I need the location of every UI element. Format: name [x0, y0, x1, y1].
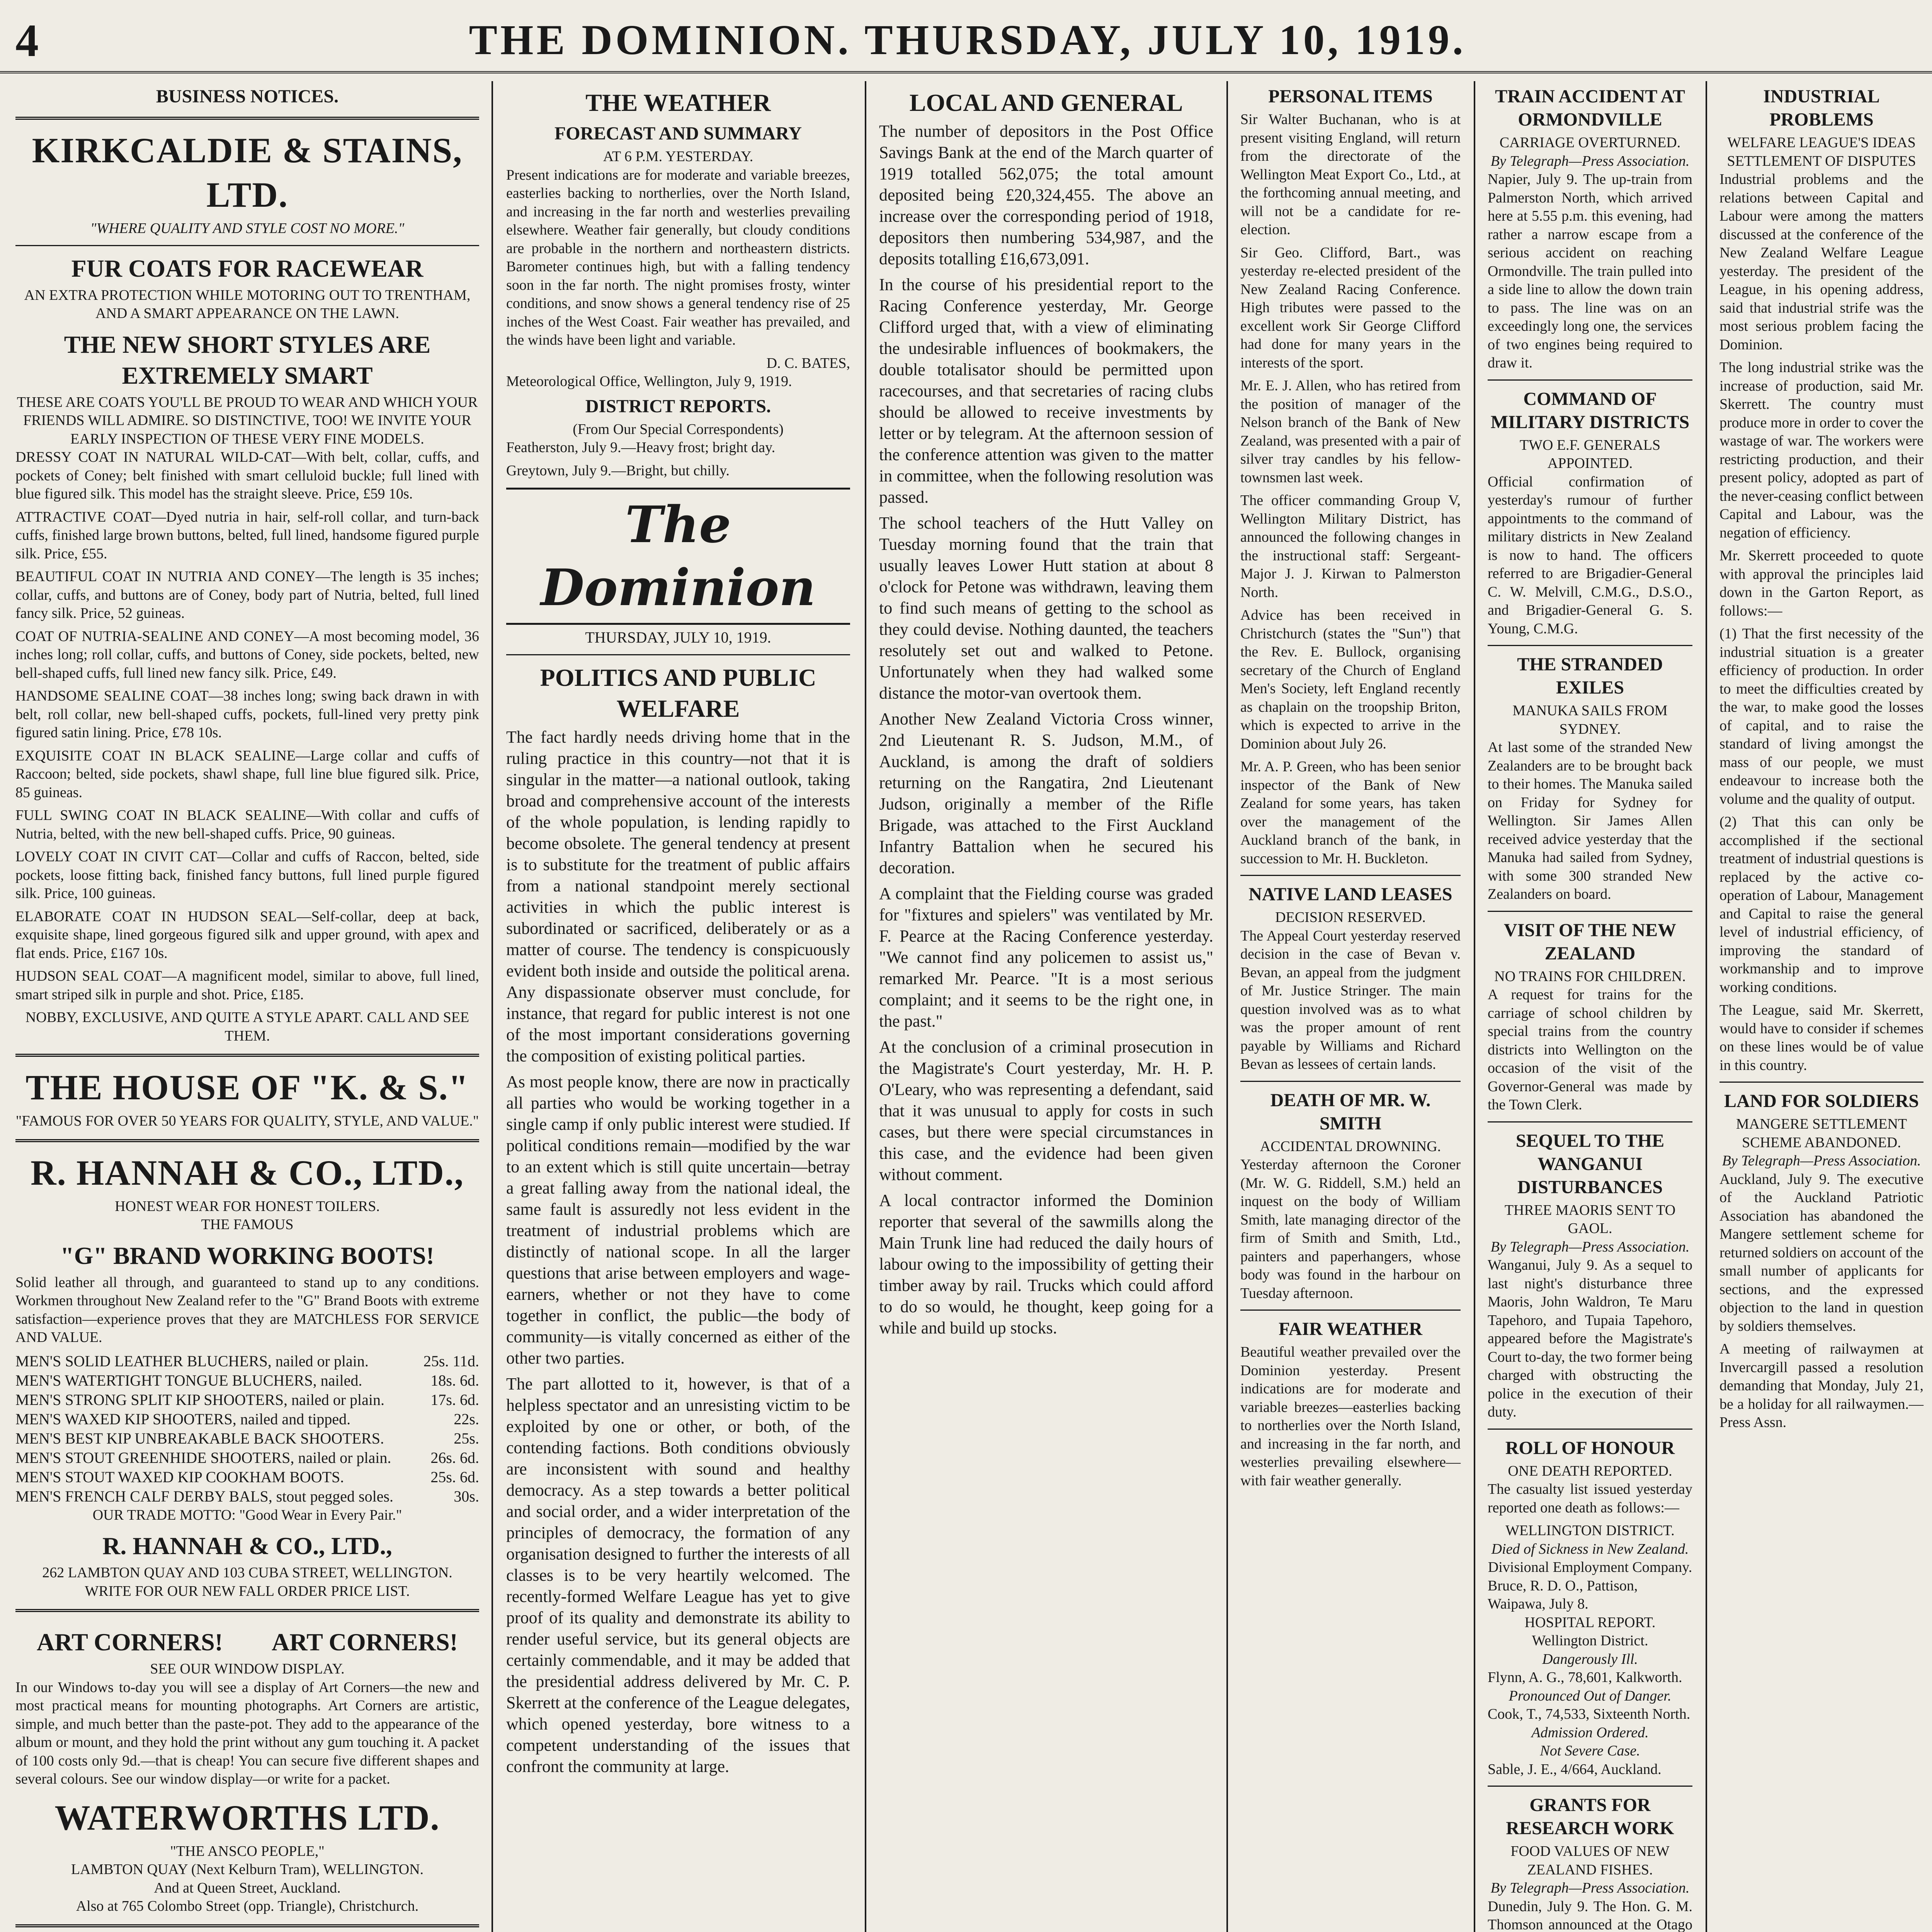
roll-line: Pronounced Out of Danger.	[1509, 1687, 1672, 1704]
divider	[1240, 1310, 1461, 1311]
personal-column	[1229, 81, 1472, 1932]
roll-line: Divisional Employment Company.	[1488, 1559, 1692, 1575]
price-row	[15, 1410, 479, 1429]
kirkcaldie-name: KIRKCALDIE & STAINS, LTD.	[32, 131, 463, 214]
news-paragraph: Industrial problems and the relations between Capital and Labour were among the matters discussed at the conference of the New Zealand Welfare League yesterday. The president of the League, in his opening address, said that industrial strife was the most serious problem facing the Dominion.	[1719, 171, 1923, 353]
art-corners-left: ART CORNERS!	[37, 1628, 223, 1656]
kirkcaldie-footer: NOBBY, EXCLUSIVE, AND QUITE A STYLE APART. CALL AND SEE THEM.	[25, 1009, 469, 1044]
advertisements-column	[4, 81, 491, 1932]
weather-signed: D. C. BATES,	[766, 355, 850, 371]
land-title: LAND FOR SOLDIERS	[1724, 1091, 1919, 1111]
visit-body: A request for trains for the carriage of school children by special trains from the country districts into Wellington on the occasion of the visit of the Governor-General was made by the Town Clerk.	[1488, 986, 1692, 1113]
editorial-title: POLITICS AND PUBLIC WELFARE	[540, 664, 816, 722]
news-paragraph: Sir Geo. Clifford, Bart., was yesterday re-elected president of the New Zealand Racing Conference. High tributes were passed to the excellent work Sir George Clifford had done for many years in the interests of the sport.	[1240, 244, 1461, 371]
hannah-headline: "G" BRAND WORKING BOOTS!	[60, 1242, 434, 1269]
roll-line: Admission Ordered.	[1531, 1724, 1649, 1741]
price-row	[15, 1487, 479, 1506]
train-by: By Telegraph—Press Association.	[1490, 153, 1690, 169]
wanganui-by: By Telegraph—Press Association.	[1490, 1238, 1690, 1255]
native-sub: DECISION RESERVED.	[1275, 909, 1426, 925]
column-rule	[1226, 81, 1228, 1932]
price-item: MEN'S SOLID LEATHER BLUCHERS, nailed or plain.	[15, 1352, 369, 1370]
divider	[15, 1139, 479, 1142]
divider	[506, 654, 850, 655]
house-of-ks: THE HOUSE OF "K. & S."	[26, 1068, 469, 1107]
native-title: NATIVE LAND LEASES	[1248, 884, 1452, 905]
roll-line: Dangerously Ill.	[1542, 1651, 1638, 1667]
editorial-column	[495, 81, 862, 1932]
coat-item: HUDSON SEAL COAT—A magnificent model, similar to above, full lined, smart striped silk in purple and shot. Price, £185.	[15, 968, 479, 1003]
divider	[15, 1609, 479, 1612]
kirkcaldie-slogan: "WHERE QUALITY AND STYLE COST NO MORE."	[90, 220, 405, 236]
land-sub: MANGERE SETTLEMENT SCHEME ABANDONED.	[1736, 1116, 1907, 1151]
short-styles-heading: THE NEW SHORT STYLES ARE EXTREMELY SMART	[64, 330, 431, 389]
price-item: MEN'S STRONG SPLIT KIP SHOOTERS, nailed or plain.	[15, 1391, 385, 1408]
price-item: MEN'S STOUT GREENHIDE SHOOTERS, nailed or plain.	[15, 1449, 391, 1466]
news-paragraph: A complaint that the Fielding course was graded for "fixtures and spielers" was ventilated by Mr. F. Pearce at the Racing Conference yesterday. "We cannot find any policemen to assist us," remarked Mr. Pearce. "It is a most serious complaint; and it seems to be the right one, in the past."	[879, 884, 1213, 1031]
divider	[15, 1924, 479, 1927]
roll-sub: ONE DEATH REPORTED.	[1508, 1463, 1672, 1479]
newspaper-title: THE DOMINION. THURSDAY, JULY 10, 1919.	[469, 16, 1466, 63]
roll-line: Bruce, R. D. O., Pattison, Waipawa, July 8.	[1488, 1577, 1638, 1612]
price-value: 22s.	[454, 1410, 479, 1428]
waterworths-addr: LAMBTON QUAY (Next Kelburn Tram), WELLINGTON.	[71, 1861, 424, 1878]
weather-title: THE WEATHER	[585, 89, 771, 116]
divider	[15, 245, 479, 246]
stranded-sub: MANUKA SAILS FROM SYDNEY.	[1512, 702, 1668, 737]
column-rule	[865, 81, 866, 1932]
fair-body: Beautiful weather prevailed over the Dominion yesterday. Present indications are for moderate and variable breezes—easterlies backing to northerlies over the North Island, and increasing in the far north, and westerlies prevailing elsewhere—with fair weather generally.	[1240, 1344, 1461, 1489]
roll-line: HOSPITAL REPORT.	[1524, 1614, 1656, 1631]
command-sub: TWO E.F. GENERALS APPOINTED.	[1519, 437, 1661, 471]
native-body: The Appeal Court yesterday reserved decision in the case of Bevan v. Bevan, an appeal from the judgment of Mr. Justice Stringer. The main question involved was as to what was the proper amount of rent payable by Williams and Richard Bevan as lessees of certain lands.	[1240, 927, 1461, 1072]
wanganui-body: Wanganui, July 9. As a sequel to last night's disturbance three Maoris, John Waldron, Te Maru Tapehoro, and Tupaia Tapehoro, appeared before the Magistrate's Court to-day, the two former being charged with obstructing the police in the execution of their duty.	[1488, 1257, 1692, 1420]
visit-sub: NO TRAINS FOR CHILDREN.	[1494, 968, 1686, 985]
price-item: MEN'S WAXED KIP SHOOTERS, nailed and tipped.	[15, 1410, 351, 1428]
price-row	[15, 1468, 479, 1487]
coat-item: HANDSOME SEALINE COAT—38 inches long; swing back drawn in with belt, roll collar, new bell-shaped cuffs, pockets, full-lined very pretty pink figured satin lining. Price, £78 10s.	[15, 688, 479, 741]
house-of-ks-tag: "FAMOUS FOR OVER 50 YEARS FOR QUALITY, STYLE, AND VALUE."	[15, 1113, 479, 1129]
hannah-name: R. HANNAH & CO., LTD.,	[31, 1153, 464, 1192]
command-body: Official confirmation of yesterday's rumour of further appointments to the command of military districts in New Zealand is now to hand. The officers referred to are Brigadier-General C. W. Melvill, C.M.G., D.S.O., and Brigadier-General G. S. Young, C.M.G.	[1488, 473, 1692, 637]
news-paragraph: Mr. E. J. Allen, who has retired from the position of manager of the Nelson branch of the Bank of New Zealand, was presented with a pair of silver tray candles by his fellow-townsmen last week.	[1240, 378, 1461, 486]
coat-item: DRESSY COAT IN NATURAL WILD-CAT—With belt, collar, cuffs, and pockets of Coney; belt finished with smart celluloid buckle; full lined with blue figured silk. This model has the straight sleeve. Price, £59 10s.	[15, 449, 479, 502]
news-paragraph: Mr. Skerrett proceeded to quote with approval the principles laid down in the Garton Report, as follows:—	[1719, 548, 1923, 619]
coat-item: BEAUTIFUL COAT IN NUTRIA AND CONEY—The length is 35 inches; collar, cuffs, and buttons are of Coney, body part of Nutria, belted, full lined fancy silk. Price, 52 guineas.	[15, 568, 479, 621]
newspaper-nameplate: The Dominion	[506, 488, 850, 625]
divider	[1488, 1121, 1692, 1122]
page-number: 4	[15, 15, 39, 66]
price-row	[15, 1448, 479, 1468]
train-body: Napier, July 9. The up-train from Palmerston North, which arrived here at 5.55 p.m. this evening, had rather a narrow escape from a serious accident on reaching Ormondville. The train pulled into a side line to allow the down train to pass. The line was on an exceedingly long one, the services of two engines being required to draw it.	[1488, 171, 1692, 371]
visit-title: VISIT OF THE NEW ZEALAND	[1504, 920, 1676, 964]
industrial-sub: WELFARE LEAGUE'S IDEAS	[1727, 134, 1916, 151]
hannah-famous: THE FAMOUS	[201, 1216, 294, 1233]
report-line: Featherston, July 9.—Heavy frost; bright day.	[506, 439, 776, 456]
divider	[15, 1054, 479, 1057]
fur-coats-sub: AN EXTRA PROTECTION WHILE MOTORING OUT TO TRENTHAM, AND A SMART APPEARANCE ON THE LAWN.	[24, 287, 471, 321]
death-body: Yesterday afternoon the Coroner (Mr. W. G. Riddell, S.M.) held an inquest on the body of William Smith, late managing director of the firm of Smith and Smith, Ltd., painters and paperhangers, whose body was found in the harbour on Tuesday afternoon.	[1240, 1156, 1461, 1301]
land-by: By Telegraph—Press Association.	[1722, 1153, 1921, 1169]
divider	[1240, 875, 1461, 876]
price-value: 30s.	[454, 1487, 479, 1505]
grants-body: Dunedin, July 9. The Hon. G. M. Thomson announced at the Otago	[1488, 1898, 1692, 1932]
stranded-body: At last some of the stranded New Zealanders are to be brought back to their homes. The Manuka sailed on Friday for Sydney for Wellington. Sir James Allen received advice yesterday that the Manuka had sailed from Sydney, with some 300 stranded New Zealanders on board.	[1488, 739, 1692, 902]
waterworths-addr: Also at 765 Colombo Street (opp. Triangle), Christchurch.	[76, 1898, 419, 1914]
industrial-title: INDUSTRIAL PROBLEMS	[1763, 86, 1880, 130]
price-value: 25s. 11d.	[423, 1352, 479, 1370]
hannah-sub: HONEST WEAR FOR HONEST TOILERS.	[115, 1198, 380, 1214]
news-paragraph: Sir Walter Buchanan, who is at present visiting England, will return from the directorate of the Wellington Meat Export Co., Ltd., at the forthcoming annual meeting, and will not be a candidate for re-election.	[1240, 111, 1461, 238]
land-body: Auckland, July 9. The executive of the Auckland Patriotic Association has abandoned the Mangere settlement scheme for returned soldiers on account of the small number of applicants for sections, and the expressed objection to the land in question by soldiers themselves.	[1719, 1171, 1923, 1334]
stranded-title: THE STRANDED EXILES	[1517, 654, 1663, 698]
divider	[1488, 645, 1692, 646]
report-line: Greytown, July 9.—Bright, but chilly.	[506, 462, 730, 479]
waterworths-name: WATERWORTHS LTD.	[54, 1798, 440, 1837]
reports-heading: DISTRICT REPORTS.	[585, 396, 771, 417]
roll-line: The casualty list issued yesterday reported one death as follows:—	[1488, 1481, 1692, 1516]
coat-item: COAT OF NUTRIA-SEALINE AND CONEY—A most becoming model, 36 inches long; roll collar, cuffs, and buttons of Coney, side pockets, belted, new bell-shaped cuffs, full lined new fancy silk. Price, £49.	[15, 628, 479, 681]
news-paragraph: The school teachers of the Hutt Valley on Tuesday morning found that the train that usually leaves Lower Hutt station at about 8 o'clock for Petone was withdrawn, leaving them to find such means of getting to the school as they could devise. Nothing daunted, the teachers resolutely set out and walked to Petone. Unfortunately when they had walked some distance the motor-van overtook them.	[879, 514, 1213, 702]
roll-line: Cook, T., 74,533, Sixteenth North.	[1488, 1706, 1690, 1722]
price-value: 18s. 6d.	[430, 1371, 479, 1389]
coat-item: ELABORATE COAT IN HUDSON SEAL—Self-collar, deep at back, exquisite shape, lined gorgeous figured silk and upper ground, with apex and flat ends. Price, £167 10s.	[15, 908, 479, 961]
news-paragraph: The long industrial strike was the increase of production, said Mr. Skerrett. The country must produce more in order to cover the wastage of war. The workers were restricting production, and their present policy, adopted as part of the never-ceasing conflict between Capital and Labour, was the negation of efficiency.	[1719, 359, 1923, 541]
roll-title: ROLL OF HONOUR	[1505, 1437, 1675, 1458]
roll-line: WELLINGTON DISTRICT.	[1505, 1522, 1675, 1539]
divider	[1488, 1786, 1692, 1787]
price-row	[15, 1429, 479, 1448]
divider	[1240, 1081, 1461, 1082]
column-rule	[1706, 81, 1707, 1932]
art-corners-header	[15, 1621, 479, 1660]
fur-coats-heading: FUR COATS FOR RACEWEAR	[71, 254, 423, 282]
divider	[1719, 1082, 1923, 1083]
news-paragraph: Mr. A. P. Green, who has been senior inspector of the Bank of New Zealand for some years, has taken over the management of the Auckland branch of the bank, in succession to Mr. H. Buckleton.	[1240, 759, 1461, 867]
price-item: MEN'S STOUT WAXED KIP COOKHAM BOOTS.	[15, 1468, 344, 1486]
editorial-paragraph: The part allotted to it, however, is that of a helpless spectator and an unresisting victim to be exploited by one or other, or both, of the contending factions. Both conditions obviously are inconsistent with sound and healthy democracy. As a step towards a better political and social order, and a wider interpretation of the principles of democracy, the formation of any organisation designed to further the interests of all classes is to be very heartily welcomed. The recently-formed Welfare League has yet to give proof of its quality and demonstrate its ability to render useful service, but its general objects are certainly commendable, and it may be added that the presidential address delivered by Mr. C. P. Skerrett at the conference of the League delegates, which opened yesterday, bore witness to a competent understanding of the issues that confront the community at large.	[506, 1374, 850, 1776]
hannah-motto: OUR TRADE MOTTO: "Good Wear in Every Pair."	[92, 1507, 402, 1523]
telegraph-column	[1476, 81, 1704, 1932]
news-paragraph: Another New Zealand Victoria Cross winner, 2nd Lieutenant R. S. Judson, M.M., of Auckland, is among the draft of soldiers returning on the Rangatira, 2nd Lieutenant Judson, originally a member of the Rifle Brigade, was attached to the First Auckland Infantry Battalion when he secured his decoration.	[879, 709, 1213, 877]
price-value: 25s. 6d.	[430, 1468, 479, 1486]
grants-title: GRANTS FOR RESEARCH WORK	[1506, 1795, 1674, 1838]
land-body2: A meeting of railwaymen at Invercargill passed a resolution demanding that Monday, July 21, be a holiday for all railwaymen.—Press Assn.	[1719, 1341, 1923, 1430]
price-row	[15, 1371, 479, 1390]
news-paragraph: (2) That this can only be accomplished if the sectional treatment of industrial questions is replaced by the active co-operation of Labour, Management and Capital to raise the general level of industrial efficiency, of improving the standard of workmanship and to improve working conditions.	[1719, 814, 1923, 995]
fair-title: FAIR WEATHER	[1278, 1319, 1423, 1339]
price-row	[15, 1390, 479, 1410]
masthead	[0, 0, 1932, 73]
hannah-address: 262 LAMBTON QUAY AND 103 CUBA STREET, WELLINGTON.	[42, 1565, 452, 1581]
price-value: 25s.	[454, 1429, 479, 1447]
editorial-paragraph: The fact hardly needs driving home that in the ruling practice in this country—not that it is singular in the matter—a national outlook, taking broad and comprehensive account of the interests of the whole population, is lending rapidly to become obsolete. The general tendency at present is to substitute for the treatment of public affairs from a national standpoint merely sectional activities in which the public interest is subordinated or sacrificed, deliberately or as a matter of course. The tendency is conspicuously evident both inside and outside the political arena. Any dispassionate observer must conclude, for instance, that regard for public interest is not one of the most important considerations governing the composition of existing political parties.	[506, 728, 850, 1065]
news-paragraph: (1) That the first necessity of the industrial situation is a greater efficiency of production. In order to meet the difficulties created by the war, to make good the losses of capital, and to raise the standard of living amongst the mass of our people, we must endeavour to increase both the volume and the quality of output.	[1719, 626, 1923, 807]
hannah-body: Solid leather all through, and guaranteed to stand up to any conditions. Workmen throughout New Zealand refer to the "G" Brand Boots with extreme satisfaction—experience proves that they are MATCHLESS FOR SERVICE AND VALUE.	[15, 1274, 479, 1345]
local-title: LOCAL AND GENERAL	[909, 89, 1183, 116]
price-value: 17s. 6d.	[430, 1391, 479, 1408]
coat-item: EXQUISITE COAT IN BLACK SEALINE—Large collar and cuffs of Raccoon; belted, side pockets, shawl shape, full line blue figured silk. Price, 85 guineas.	[15, 747, 479, 801]
train-title: TRAIN ACCIDENT AT ORMONDVILLE	[1495, 86, 1685, 130]
grants-by: By Telegraph—Press Association.	[1490, 1880, 1690, 1896]
waterworths-addr: And at Queen Street, Auckland.	[154, 1879, 341, 1896]
news-paragraph: In the course of his presidential report to the Racing Conference yesterday, Mr. George Clifford urged that, with a view of eliminating the undesirable influences of bookmakers, the double totalisator should be permitted upon racecourses, and that secretaries of racing clubs should be allowed to receive investments by letter or by telegram. At the afternoon session of the conference attention was given to the matter in committee, when the following resolution was passed.	[879, 275, 1213, 507]
divider	[1488, 1429, 1692, 1430]
roll-line: Wellington District.	[1532, 1633, 1648, 1649]
industrial-column	[1708, 81, 1932, 1932]
train-sub: CARRIAGE OVERTURNED.	[1499, 134, 1681, 151]
news-paragraph: The League, said Mr. Skerrett, would have to consider if schemes on these lines would be of value in this country.	[1719, 1002, 1923, 1073]
wanganui-sub: THREE MAORIS SENT TO GAOL.	[1504, 1202, 1676, 1236]
short-styles-sub: THESE ARE COATS YOU'LL BE PROUD TO WEAR AND WHICH YOUR FRIENDS WILL ADMIRE. SO DISTINCTIVE, TOO! WE INVITE YOUR EARLY INSPECTION OF THESE VERY FINE MODELS.	[17, 394, 478, 447]
price-item: MEN'S BEST KIP UNBREAKABLE BACK SHOOTERS.	[15, 1429, 384, 1447]
wanganui-title: SEQUEL TO THE WANGANUI DISTURBANCES	[1515, 1130, 1665, 1197]
art-corners-right: ART CORNERS!	[272, 1628, 458, 1656]
issue-date: THURSDAY, JULY 10, 1919.	[585, 629, 771, 646]
weather-sub: FORECAST AND SUMMARY	[554, 123, 802, 144]
weather-signed2: Meteorological Office, Wellington, July 9, 1919.	[506, 373, 792, 389]
coat-item: LOVELY COAT IN CIVIT CAT—Collar and cuffs of Raccon, belted, side pockets, loose fitting back, finished fancy buttons, full lined purple figured silk. Price, 100 guineas.	[15, 849, 479, 901]
reports-sub: (From Our Special Correspondents)	[573, 421, 784, 437]
roll-line: Sable, J. E., 4/664, Auckland.	[1488, 1761, 1662, 1777]
price-value: 26s. 6d.	[430, 1449, 479, 1466]
local-general-column	[867, 81, 1225, 1932]
art-see: SEE OUR WINDOW DISPLAY.	[150, 1661, 345, 1677]
news-paragraph: The officer commanding Group V, Wellington Military District, has announced the following changes in the instructional staff: Sergeant-Major J. J. Kirwan to Palmerston North.	[1240, 492, 1461, 600]
divider	[1488, 379, 1692, 381]
news-paragraph: The number of depositors in the Post Office Savings Bank at the end of the March quarter of 1919 totalled 562,075; the total amount deposited being £20,324,455. The above an increase over the corresponding period of 1918, depositors then numbering 534,987, and the deposits totalling £16,673,091.	[879, 122, 1213, 268]
command-title: COMMAND OF MILITARY DISTRICTS	[1490, 388, 1690, 432]
grants-sub: FOOD VALUES OF NEW ZEALAND FISHES.	[1510, 1843, 1670, 1878]
section-heading: BUSINESS NOTICES.	[156, 86, 339, 107]
coat-item: FULL SWING COAT IN BLACK SEALINE—With collar and cuffs of Nutria, belted, with the new bell-shaped cuffs. Price, 90 guineas.	[15, 807, 479, 842]
price-item: MEN'S WATERTIGHT TONGUE BLUCHERS, nailed.	[15, 1371, 362, 1389]
roll-line: Died of Sickness in New Zealand.	[1491, 1541, 1689, 1557]
art-body: In our Windows to-day you will see a display of Art Corners—the new and most practical means for mounting photographs. Art Corners are artistic, simple, and much better than the paste-pot. They add to the appearance of the album or mount, and they hold the print without any gum touching it. A packet of 100 costs only 9d.—that is cheap! You can secure five different shapes and several colours. See our window display—or write for a packet.	[15, 1679, 479, 1787]
hannah-name-2: R. HANNAH & CO., LTD.,	[102, 1532, 392, 1560]
news-paragraph: At the conclusion of a criminal prosecution in the Magistrate's Court yesterday, Mr. H. P. O'Leary, who was representing a defendant, said that it was unusual to apply for costs in such cases, but there were special circumstances in this case, and the evidence had been given without comment.	[879, 1037, 1213, 1184]
column-rule	[492, 81, 493, 1932]
divider	[1488, 911, 1692, 912]
coat-item: ATTRACTIVE COAT—Dyed nutria in hair, self-roll collar, and turn-back cuffs, finished large brown buttons, belted, full lined, handsome figured purple silk. Price, £55.	[15, 509, 479, 562]
industrial-sub2: SETTLEMENT OF DISPUTES	[1727, 153, 1916, 169]
roll-line: Flynn, A. G., 78,601, Kalkworth.	[1488, 1669, 1682, 1685]
divider	[15, 117, 479, 120]
price-row	[15, 1352, 479, 1371]
waterworths-sub: "THE ANSCO PEOPLE,"	[170, 1843, 325, 1859]
news-paragraph: Advice has been received in Christchurch (states the "Sun") that the Rev. E. Bullock, organising secretary of the Church of England Men's Society, left England recently as chaplain on the troopship Briton, which is expected to arrive in the Dominion about July 26.	[1240, 607, 1461, 752]
news-paragraph: A local contractor informed the Dominion reporter that several of the sawmills along the Main Trunk line had reduced the daily hours of labour owing to the impossibility of getting their timber away by rail. Trucks which could afford to do so would, he thought, keep going for a while and build up stocks.	[879, 1191, 1213, 1337]
weather-time: AT 6 P.M. YESTERDAY.	[603, 148, 753, 165]
price-item: MEN'S FRENCH CALF DERBY BALS, stout pegged soles.	[15, 1487, 394, 1505]
death-sub: ACCIDENTAL DROWNING.	[1260, 1138, 1441, 1155]
editorial-paragraph: As most people know, there are now in practically all parties who would be working together in a single camp if only public interest were studied. If political conditions remain—modified by the war to an extent which is still quite uncertain—betray a great falling away from the national ideal, the same fault is assuredly not less evident in the treatment of industrial problems which are distinctly of national scope. In all the larger questions that arise between employers and wage-earners, whether or not they have to come together in conflict, the public—the body of community—is vitally concerned as either of the other two parties.	[506, 1072, 850, 1367]
death-title: DEATH OF MR. W. SMITH	[1270, 1090, 1431, 1134]
column-rule	[1474, 81, 1475, 1932]
roll-line: Not Severe Case.	[1540, 1743, 1640, 1759]
hannah-write: WRITE FOR OUR NEW FALL ORDER PRICE LIST.	[85, 1583, 410, 1599]
personal-title: PERSONAL ITEMS	[1268, 86, 1433, 107]
weather-body: Present indications are for moderate and variable breezes, easterlies backing to northerlies, over the North Island, and increasing in the far north and westerlies prevailing elsewhere. Weather fair generally, but cloudy conditions are probable in the northern and northeastern districts. Barometer continues high, but with a falling tendency soon in the far north. The night promises frosty, winter conditions, and snow shows a general tendency rise of 25 inches of the West Coast. Fair weather has prevailed, and the winds have been light and variable.	[506, 167, 850, 348]
